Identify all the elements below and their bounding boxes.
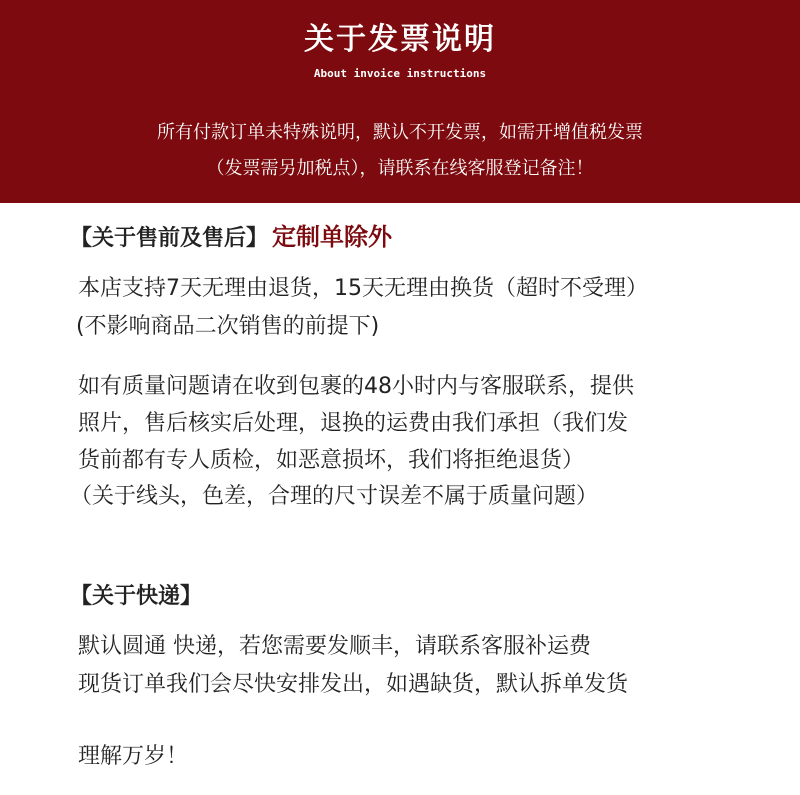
- closing-line: 理解万岁！: [78, 744, 189, 769]
- quality-policy-line-3: 货前都有专人质检，如恶意损坏，我们将拒绝退货）: [78, 448, 585, 473]
- invoice-banner: [0, 0, 800, 203]
- quality-policy-line-4: （关于线头，色差，合理的尺寸误差不属于质量问题）: [70, 484, 599, 509]
- banner-title: 关于发票说明: [304, 22, 496, 57]
- return-policy-line-1: 本店支持7天无理由退货，15天无理由换货（超时不受理）: [78, 276, 648, 301]
- after-sales-heading-label: 【关于售前及售后】: [70, 226, 269, 251]
- banner-subtitle: About invoice instructions: [313, 67, 487, 80]
- shipping-heading-label: 【关于快递】: [70, 584, 203, 609]
- banner-line-1: 所有付款订单未特殊说明，默认不开发票，如需开增值税发票: [157, 122, 643, 143]
- quality-policy-line-1: 如有质量问题请在收到包裹的48小时内与客服联系，提供: [78, 374, 634, 399]
- banner-line-2: （发票需另加税点），请联系在线客服登记备注！: [206, 158, 594, 179]
- shipping-line-1: 默认圆通 快递，若您需要发顺丰，请联系客服补运费: [78, 634, 591, 659]
- custom-order-exception-note: 定制单除外: [272, 223, 393, 251]
- return-policy-line-2: (不影响商品二次销售的前提下): [76, 314, 380, 339]
- after-sales-heading: [70, 222, 392, 254]
- shipping-line-2: 现货订单我们会尽快安排发出，如遇缺货，默认拆单发货: [78, 672, 629, 697]
- quality-policy-line-2: 照片，售后核实后处理，退换的运费由我们承担（我们发: [78, 411, 629, 436]
- shipping-heading: [70, 582, 202, 612]
